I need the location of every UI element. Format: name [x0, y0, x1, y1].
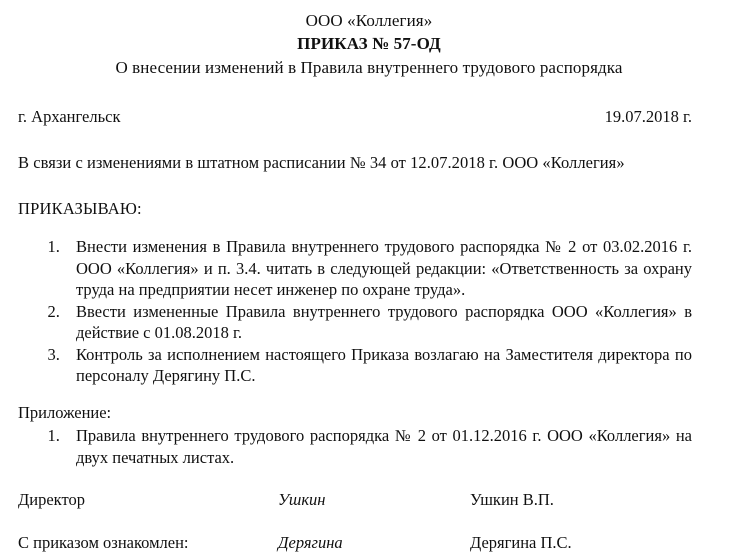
signature-autograph: Дерягина	[278, 533, 343, 553]
place-of-issue: г. Архангельск	[18, 107, 121, 127]
appendix-list	[18, 425, 720, 468]
list-item: 1. Внести изменения в Правила внутреннего трудового распорядка № 2 от 03.02.2016 г. ООО «Коллегия» и п. 3.4. читать в следующей редакции: «Ответственность за охрану труда на предприятии несет инженер по охране труда».	[64, 236, 692, 300]
directive-keyword: ПРИКАЗЫВАЮ:	[18, 199, 142, 219]
date-of-issue: 19.07.2018 г.	[604, 107, 692, 127]
organization-name: ООО «Коллегия»	[305, 11, 433, 30]
list-item: 3. Контроль за исполнением настоящего Приказа возлагаю на Заместителя директора по персоналу Дерягину П.С.	[64, 344, 692, 387]
preamble-text: В связи с изменениями в штатном расписании № 34 от 12.07.2018 г. ООО «Коллегия»	[18, 153, 625, 173]
order-title: ПРИКАЗ № 57-ОД	[297, 34, 441, 54]
signature-role: Директор	[18, 490, 85, 510]
list-item: 2. Ввести измененные Правила внутреннего трудового распорядка ООО «Коллегия» в действие с 01.08.2018 г.	[64, 301, 692, 344]
signature-block	[18, 490, 720, 553]
signature-row-director	[18, 490, 720, 510]
order-subject: О внесении изменений в Правила внутреннего трудового распорядка	[115, 57, 623, 77]
signature-name: Ушкин В.П.	[470, 490, 554, 510]
document-header	[18, 10, 720, 79]
signature-autograph: Ушкин	[278, 490, 326, 510]
order-clauses-list	[18, 236, 720, 386]
list-item: 1. Правила внутреннего трудового распорядка № 2 от 01.12.2016 г. ООО «Коллегия» на двух печатных листах.	[64, 425, 692, 468]
signature-name: Дерягина П.С.	[470, 533, 572, 553]
signature-row-acknowledgement	[18, 533, 720, 553]
place-date-row	[18, 107, 720, 127]
appendix-label: Приложение:	[18, 403, 112, 423]
signature-role: С приказом ознакомлен:	[18, 533, 189, 553]
